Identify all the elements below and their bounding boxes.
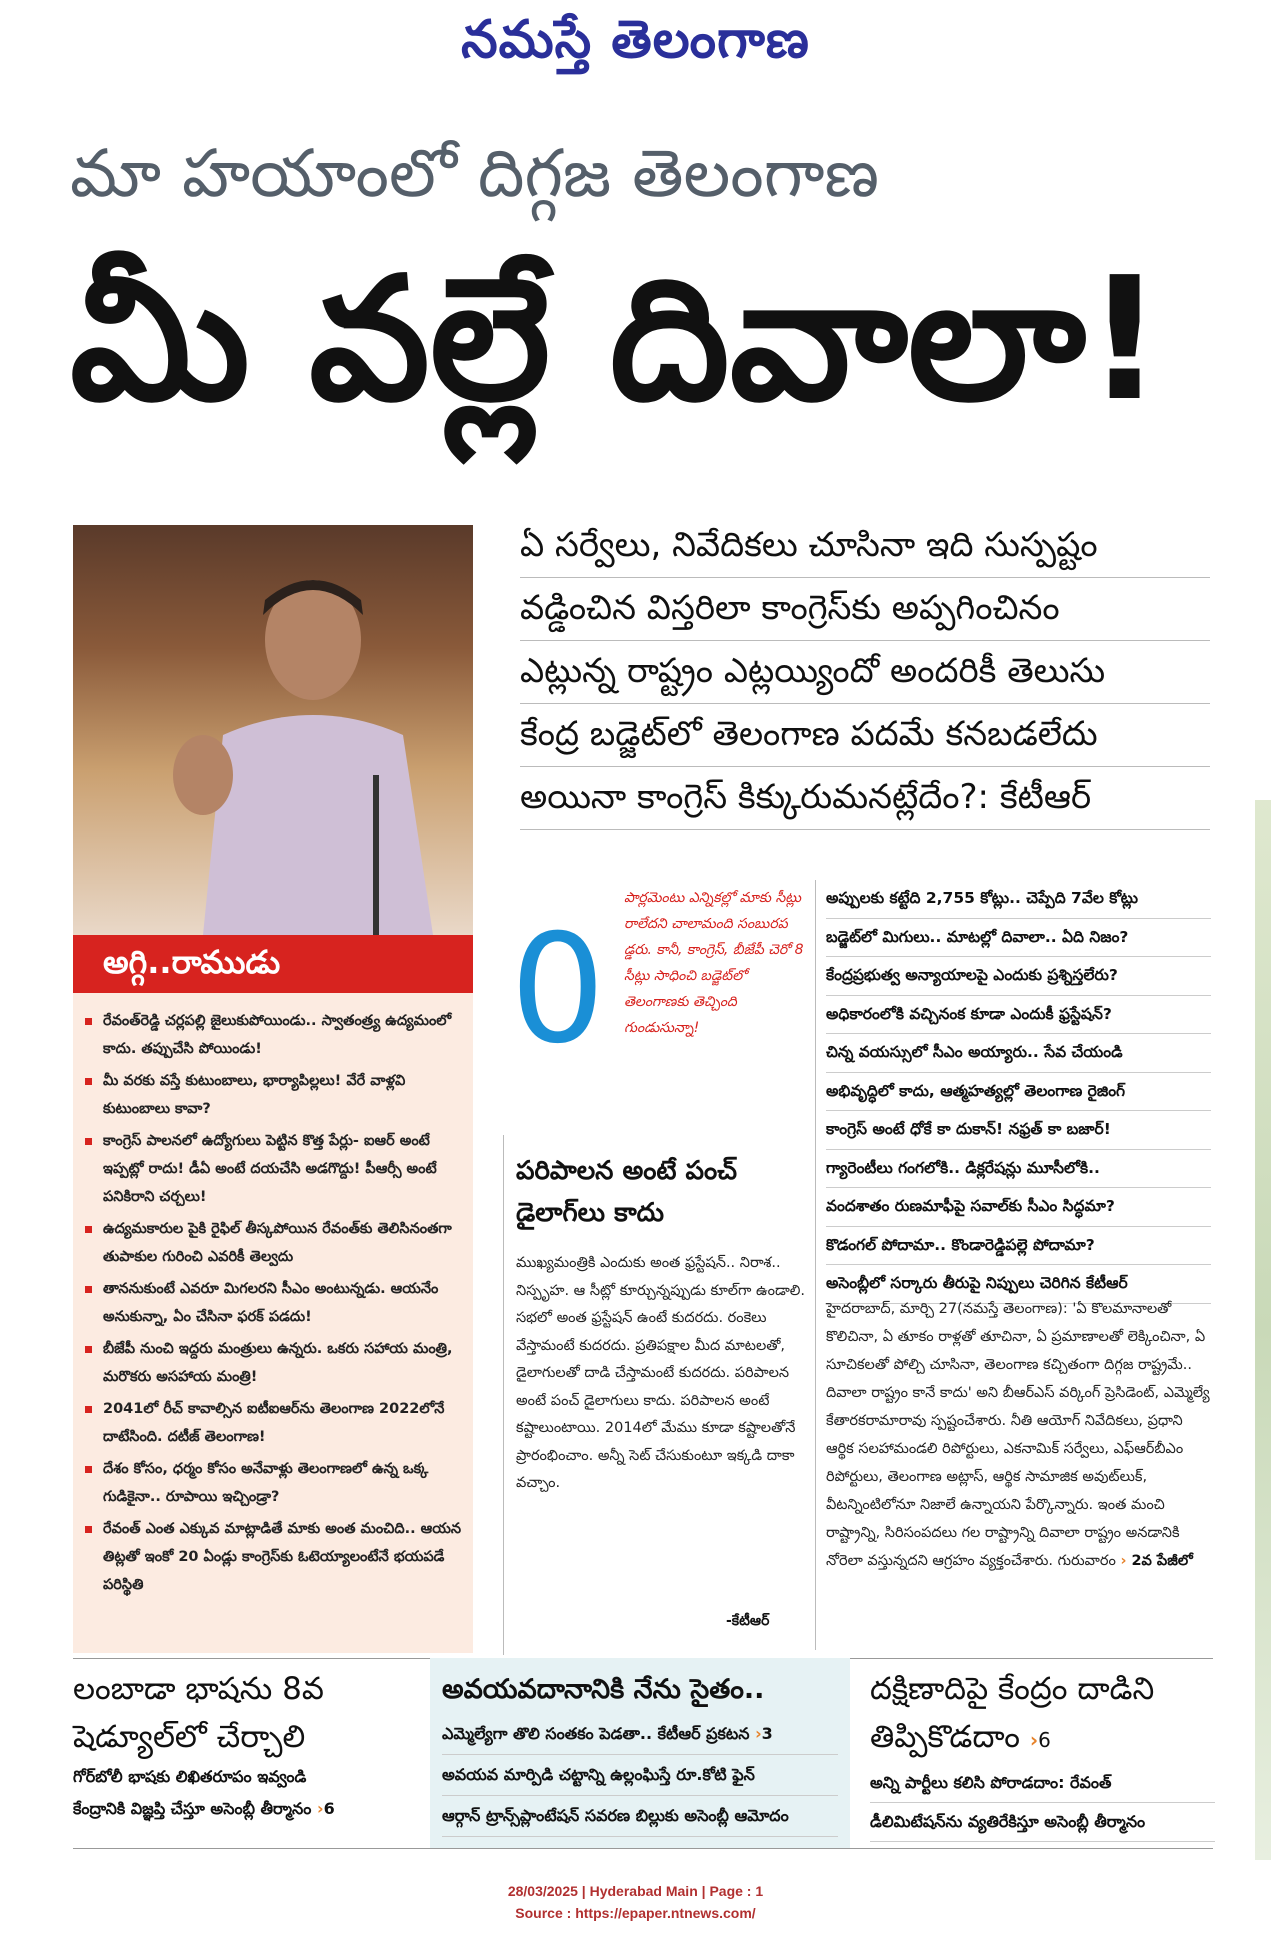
list-item: బీజేపీ నుంచి ఇద్దరు మంత్రులు ఉన్నరు. ఒకరు సహాయ మంత్రి, మరొకరు అసహాయ మంత్రి! xyxy=(85,1335,463,1391)
section-title: పరిపాలన అంటే పంచ్ డైలాగ్‌లు కాదు xyxy=(516,1156,737,1228)
list-item: దేశం కోసం, ధర్మం కోసం అనేవాళ్లు తెలంగాణలో ఉన్న ఒక్క గుడికైనా.. రూపాయి ఇచ్చిండ్రా? xyxy=(85,1455,463,1511)
section-body: ముఖ్యమంత్రికి ఎందుకు అంత ఫ్రస్టేషన్.. నిరాశ.. నిస్పృహ. ఆ సీట్లో కూర్చున్నప్పుడు కూల్‌గా ఉండాలి. సభలో అంత ఫ్రస్టేషన్ ఉంటే కుదరదు. రంకెలు వేస్తామంటే కుదరదు. ప్రతిపక్షాల మీద మాటలతో, డైలాగులతో దాడి చేస్తామంటే కుదరదు. పరిపాలన అంటే పంచ్ డైలాగులు కాదు. పరిపాలన అంటే కష్టాలుంటాయి. 2014లో మేము కూడా కష్టాలతోనే ప్రారంభించాం. అన్నీ సెట్ చేసుకుంటూ ఇక్కడి దాకా వచ్చాం. xyxy=(516,1255,805,1491)
zero-graphic: 0 xyxy=(510,903,606,1077)
story-title-text: దక్షిణాదిపై కేంద్రం దాడిని తిప్పికొడదాం xyxy=(870,1671,1155,1755)
list-item: బడ్జెట్‌లో మిగులు.. మాటల్లో దివాలా.. ఏది నిజం? xyxy=(826,919,1211,958)
story-title: అవయవదానానికి నేను సైతం.. xyxy=(442,1674,765,1705)
list-item: గ్యారెంటీలు గంగలోకి.. డిక్లరేషన్లు మూసీలోకి.. xyxy=(826,1150,1211,1189)
column-divider xyxy=(503,1135,504,1655)
list-item: కాంగ్రెస్ పాలనలో ఉద్యోగులు పెట్టిన కొత్త పేర్లు- ఐఆర్ అంటే ఇప్పట్లో రాదు! డీఏ అంటే దయచేసి అడగొద్దు! పీఆర్సీ అంటే పనికిరాని చర్చలు! xyxy=(85,1127,463,1211)
story-sub: అన్ని పార్టీలు కలిసి పోరాడదాం: రేవంత్ xyxy=(870,1764,1215,1803)
list-item: కొడంగల్ పోదామా.. కొండారెడ్డిపల్లె పోదామా? xyxy=(826,1227,1211,1266)
page-ref[interactable]: 6 xyxy=(323,1799,335,1818)
story-sub xyxy=(73,1793,423,1825)
list-item: మీ వరకు వస్తే కుటుంబాలు, భార్యాపిల్లలు! వేరే వాళ్లవి కుటుంబాలు కావా? xyxy=(85,1067,463,1123)
story-sub-text: గోర్‌బోలీ భాషకు లిఖితరూపం ఇవ్వండి xyxy=(73,1767,307,1786)
subheadline: ఏ సర్వేలు, నివేదికలు చూసినా ఇది సుస్పష్టం xyxy=(520,515,1210,578)
story-sub: డీలిమిటేషన్‌ను వ్యతిరేకిస్తూ అసెంబ్లీ తీర్మానం xyxy=(870,1803,1215,1842)
subheadline: కేంద్ర బడ్జెట్‌లో తెలంగాణ పదమే కనబడలేదు xyxy=(520,704,1210,767)
bottom-story-3 xyxy=(870,1665,1215,1842)
bottom-story-2 xyxy=(430,1658,850,1848)
list-item: అసెంబ్లీలో సర్కారు తీరుపై నిప్పులు చెరిగిన కేటీఆర్ xyxy=(826,1265,1211,1304)
footer-date-line: 28/03/2025 | Hyderabad Main | Page : 1 xyxy=(507,1883,764,1899)
chevron-right-icon: › xyxy=(1029,1728,1039,1752)
story-sub xyxy=(73,1761,423,1793)
list-item: ఉద్యమకారుల పైకి రైఫిల్ తీస్కపోయిన రేవంత్‌కు తెలిసినంతగా తుపాకుల గురించి ఎవరికీ తెల్వదు xyxy=(85,1215,463,1271)
divider xyxy=(73,1848,1213,1849)
section-signature: -కేటీఆర్ xyxy=(726,1613,770,1629)
list-item: చిన్న వయస్సులో సీఎం అయ్యారు.. సేవ చేయండి xyxy=(826,1034,1211,1073)
list-item: అప్పులకు కట్టేది 2,755 కోట్లు.. చెప్పేది 7వేల కోట్లు xyxy=(826,880,1211,919)
chevron-right-icon: › xyxy=(1120,1553,1132,1569)
photo xyxy=(73,525,473,935)
article-text: హైదరాబాద్, మార్చి 27(నమస్తే తెలంగాణ): 'ఏ కొలమానాలతో కొలిచినా, ఏ తూకం రాళ్లతో తూచినా, ఏ ప్రమాణాలతో లెక్కించినా, ఏ సూచికలతో పోల్చి చూసినా, తెలంగాణ కచ్చితంగా దిగ్గజ రాష్ట్రమే.. దివాలా రాష్ట్రం కానే కాదు' అని బీఆర్‌ఎస్ వర్కింగ్ ప్రెసిడెంట్, ఎమ్మెల్యే కేతారకరామారావు స్పష్టంచేశారు. నీతి ఆయోగ్ నివేదికలు, ప్రధాని ఆర్థిక సలహామండలి రిపోర్టులు, ఎకనామిక్ సర్వేలు, ఎఫ్‌ఆర్‌బీఎం రిపోర్టులు, తెలంగాణ అట్లాస్, ఆర్థిక సామాజిక అవుట్‌లుక్, వీటన్నింటిలోనూ నిజాలే ఉన్నాయని పేర్కొన్నారు. ఇంత మంచి రాష్ట్రాన్ని, సిరిసంపదలు గల రాష్ట్రాన్ని దివాలా రాష్ట్రం అనడానికి నోరెలా వస్తున్నదని ఆగ్రహం వ్యక్తంచేశారు. గురువారం xyxy=(826,1301,1210,1569)
list-item: తాననుకుంటే ఎవరూ మిగలరని సీఎం అంటున్నడు. ఆయనేం అనుకున్నా, ఏం చేసినా ఫరక్ పడదు! xyxy=(85,1275,463,1331)
page-jump-link[interactable]: 2వ పేజీలో xyxy=(1131,1553,1193,1569)
list-item: వందశాతం రుణమాఫీపై సవాల్‌కు సీఎం సిద్ధమా? xyxy=(826,1188,1211,1227)
photo-caption: అగ్గి..రాముడు xyxy=(73,935,473,993)
list-item: అధికారంలోకి వచ్చినంక కూడా ఎందుకీ ఫ్రస్టేషన్? xyxy=(826,996,1211,1035)
chevron-right-icon: › xyxy=(755,1724,762,1743)
masthead-logo: నమస్తే తెలంగాణ xyxy=(461,10,810,70)
main-headline: మీ వల్లే దివాలా! xyxy=(70,241,1164,439)
subheadline: వడ్డించిన విస్తరిలా కాంగ్రెస్‌కు అప్పగించినం xyxy=(520,578,1210,641)
article-body xyxy=(826,1295,1211,1575)
story-sub xyxy=(442,1714,838,1755)
list-item: రేవంత్‌రెడ్డి చర్లపల్లి జైలుకుపోయిండు.. స్వాతంత్ర్య ఉద్యమంలో కాదు. తప్పుచేసి పోయిండు! xyxy=(85,1007,463,1063)
list-item: కేంద్రప్రభుత్వ అన్యాయాలపై ఎందుకు ప్రశ్నిస్తలేరు? xyxy=(826,957,1211,996)
story-title: లంబాడా భాషను 8వ షెడ్యూల్‌లో చేర్చాలి xyxy=(73,1671,324,1755)
subheadline: ఎట్లున్న రాష్ట్రం ఎట్లయ్యిందో అందరికీ తెలుసు xyxy=(520,641,1210,704)
list-item: అభివృద్ధిలో కాదు, ఆత్మహత్యల్లో తెలంగాణ రైజింగ్ xyxy=(826,1073,1211,1112)
bullet-list xyxy=(73,993,473,1653)
page-ref[interactable]: 6 xyxy=(1038,1728,1051,1752)
list-item: 2041లో రీచ్ కావాల్సిన ఐటీఐఆర్‌ను తెలంగాణ 2022లోనే దాటేసింది. దటీజ్ తెలంగాణ! xyxy=(85,1395,463,1451)
subheadline-list xyxy=(520,515,1210,830)
chevron-right-icon: › xyxy=(316,1799,324,1818)
right-headline-list xyxy=(826,880,1211,1304)
kicker-headline: మా హయాంలో దిగ్గజ తెలంగాణ xyxy=(70,135,880,212)
list-item: రేవంత్ ఎంత ఎక్కువ మాట్లాడితే మాకు అంత మంచిది.. ఆయన తిట్లతో ఇంకో 20 ఏండ్లు కాంగ్రెస్‌కు ఓటెయ్యాలంటేనే భయపడే పరిస్థితి xyxy=(85,1515,463,1599)
pull-quote: పార్లమెంటు ఎన్నికల్లో మాకు సీట్లు రాలేదని చాలామంది సంబురప డ్డరు. కానీ, కాంగ్రెస్, బీజేపీ చెరో 8 సీట్లు సాధించి బడ్జెట్‌లో తెలంగాణకు తెచ్చింది గుండుసున్నా! xyxy=(624,890,804,1036)
bottom-story-1 xyxy=(73,1665,423,1825)
person-photo-icon xyxy=(163,555,463,935)
story-sub: అవయవ మార్పిడి చట్టాన్ని ఉల్లంఘిస్తే రూ.కోటి ఫైన్ xyxy=(442,1755,838,1796)
story-sub-text: ఎమ్మెల్యేగా తొలి సంతకం పెడతా.. కేటీఆర్ ప్రకటన xyxy=(442,1724,750,1743)
page-ref[interactable]: 3 xyxy=(761,1724,773,1743)
story-sub-text: కేంద్రానికి విజ్ఞప్తి చేస్తూ అసెంబ్లీ తీర్మానం xyxy=(73,1799,312,1818)
list-item: కాంగ్రెస్ అంటే ధోకే కా దుకాన్! నఫ్రత్ కా బజార్! xyxy=(826,1111,1211,1150)
footer xyxy=(0,1880,1271,1924)
page-edge xyxy=(1255,800,1271,1860)
column-divider xyxy=(815,880,816,1650)
story-sub: ఆర్గాన్ ట్రాన్స్‌ప్లాంటేషన్ సవరణ బిల్లుకు అసెంబ్లీ ఆమోదం xyxy=(442,1796,838,1837)
story-title xyxy=(870,1665,1215,1764)
footer-source-link[interactable]: Source : https://epaper.ntnews.com/ xyxy=(515,1905,756,1921)
subheadline: అయినా కాంగ్రెస్ కిక్కురుమనట్లేదేం?: కేటీఆర్ xyxy=(520,767,1210,830)
